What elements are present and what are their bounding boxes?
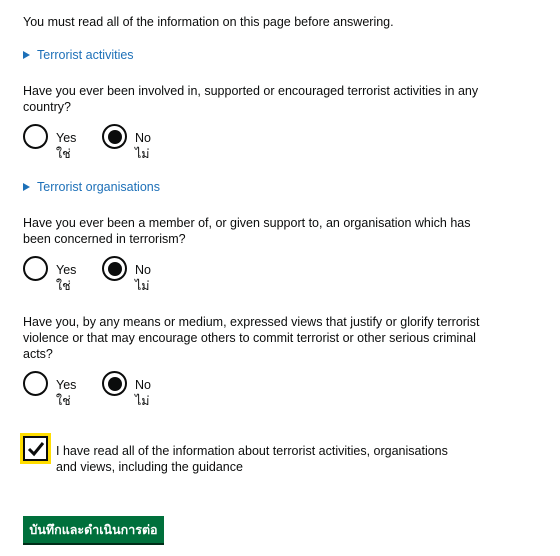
radio-label-yes: Yes ใช่ <box>56 131 77 161</box>
radio-no-activities[interactable] <box>102 124 127 149</box>
radio-label-no: No ไม่ <box>135 131 151 161</box>
save-and-continue-button[interactable]: บันทึกและดำเนินการต่อ <box>23 516 164 543</box>
question-terrorist-activities: Have you ever been involved in, supported or encouraged terrorist activities in any country? <box>23 84 479 114</box>
radio-yes-organisations[interactable] <box>23 256 48 281</box>
radio-no-organisations[interactable] <box>102 256 127 281</box>
intro-text: You must read all of the information on this page before answering. <box>23 15 394 29</box>
radio-label-yes: Yes ใช่ <box>56 378 77 408</box>
triangle-right-icon <box>23 51 30 59</box>
question-terrorist-organisations: Have you ever been a member of, or given support to, an organisation which has been concerned in terrorism? <box>23 216 471 246</box>
radio-yes-activities[interactable] <box>23 124 48 149</box>
question-terrorist-views: Have you, by any means or medium, expressed views that justify or glorify terrorist violence or that may encourage others to commit terrorist or other serious criminal acts? <box>23 315 480 361</box>
confirmation-checkbox[interactable] <box>23 436 48 461</box>
radio-label-yes: Yes ใช่ <box>56 263 77 293</box>
triangle-right-icon <box>23 183 30 191</box>
radio-label-no: No ไม่ <box>135 378 151 408</box>
details-terrorist-organisations[interactable] <box>23 179 160 195</box>
radio-no-views[interactable] <box>102 371 127 396</box>
radio-label-no: No ไม่ <box>135 263 151 293</box>
details-label: Terrorist organisations <box>37 180 160 194</box>
details-label: Terrorist activities <box>37 48 134 62</box>
checkmark-icon <box>27 440 45 458</box>
details-terrorist-activities[interactable] <box>23 47 134 63</box>
radio-yes-views[interactable] <box>23 371 48 396</box>
confirmation-label: I have read all of the information about terrorist activities, organisations and views, including the guidance <box>56 444 448 474</box>
